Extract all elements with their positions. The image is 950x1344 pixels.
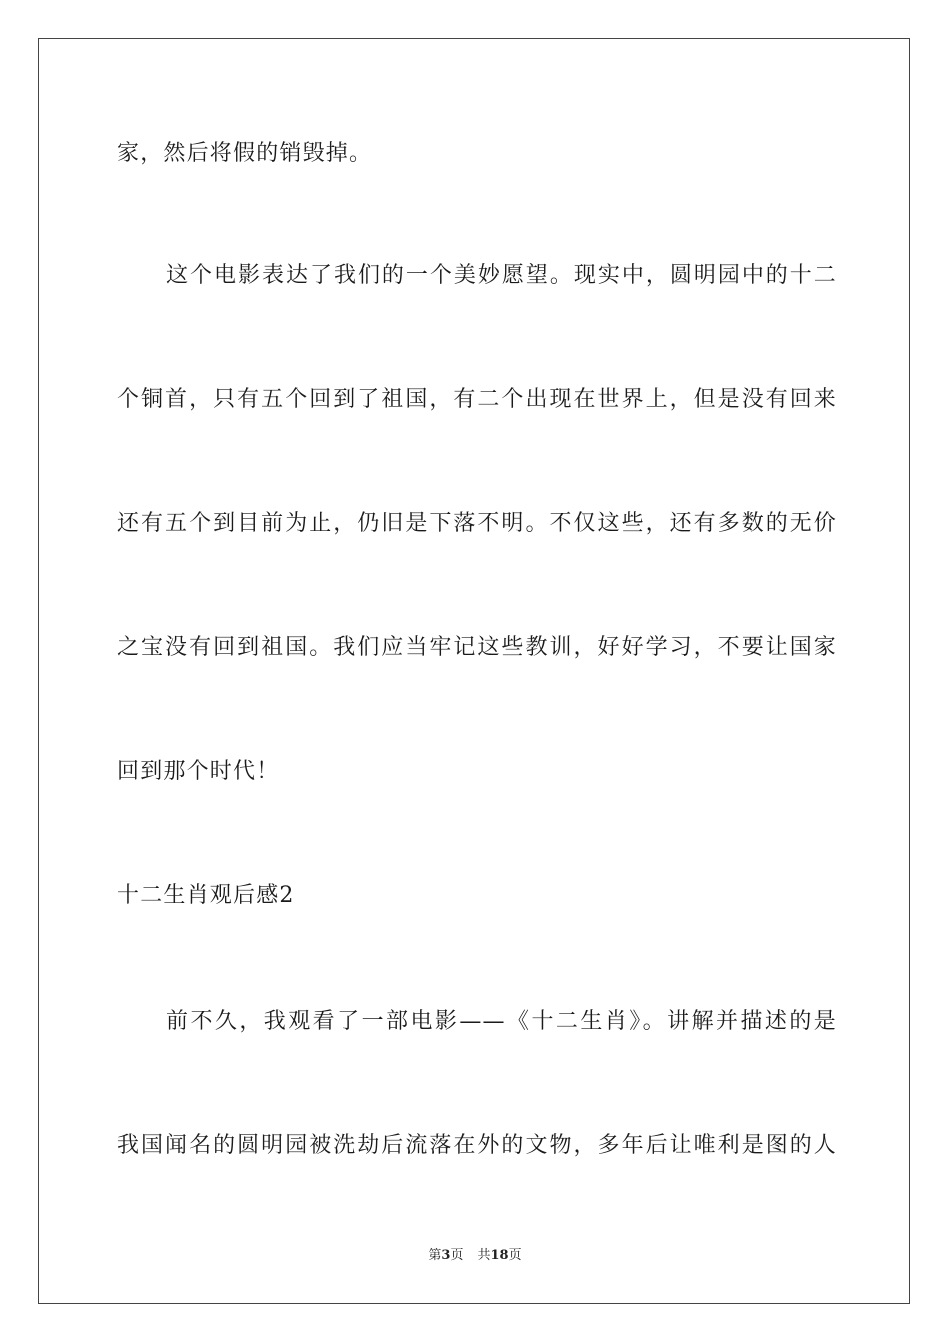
page-number: 3 [441,1248,451,1263]
paragraph-line: 之宝没有回到祖国。我们应当牢记这些教训，好好学习，不要让国家 [117,635,837,660]
total-label-prefix: 共 [477,1248,491,1263]
paragraph-line: 这个电影表达了我们的一个美妙愿望。现实中，圆明园中的十二 [166,263,837,288]
page-label-prefix: 第 [428,1248,442,1263]
page-border [38,38,910,1304]
paragraph-line: 还有五个到目前为止，仍旧是下落不明。不仅这些，还有多数的无价 [117,511,837,536]
total-pages: 18 [490,1248,509,1263]
paragraph-line: 家，然后将假的销毁掉。 [117,141,373,166]
page-footer [0,1246,950,1266]
paragraph-line: 个铜首，只有五个回到了祖国，有二个出现在世界上，但是没有回来 [117,387,837,412]
page-label-suffix: 页 [450,1248,464,1263]
paragraph-line: 前不久，我观看了一部电影——《十二生肖》。讲解并描述的是 [166,1009,837,1034]
paragraph-line: 我国闻名的圆明园被洗劫后流落在外的文物，多年后让唯利是图的人 [117,1133,837,1158]
paragraph-line: 回到那个时代！ [117,759,280,784]
section-heading: 十二生肖观后感2 [117,883,295,908]
total-label-suffix: 页 [508,1248,522,1263]
